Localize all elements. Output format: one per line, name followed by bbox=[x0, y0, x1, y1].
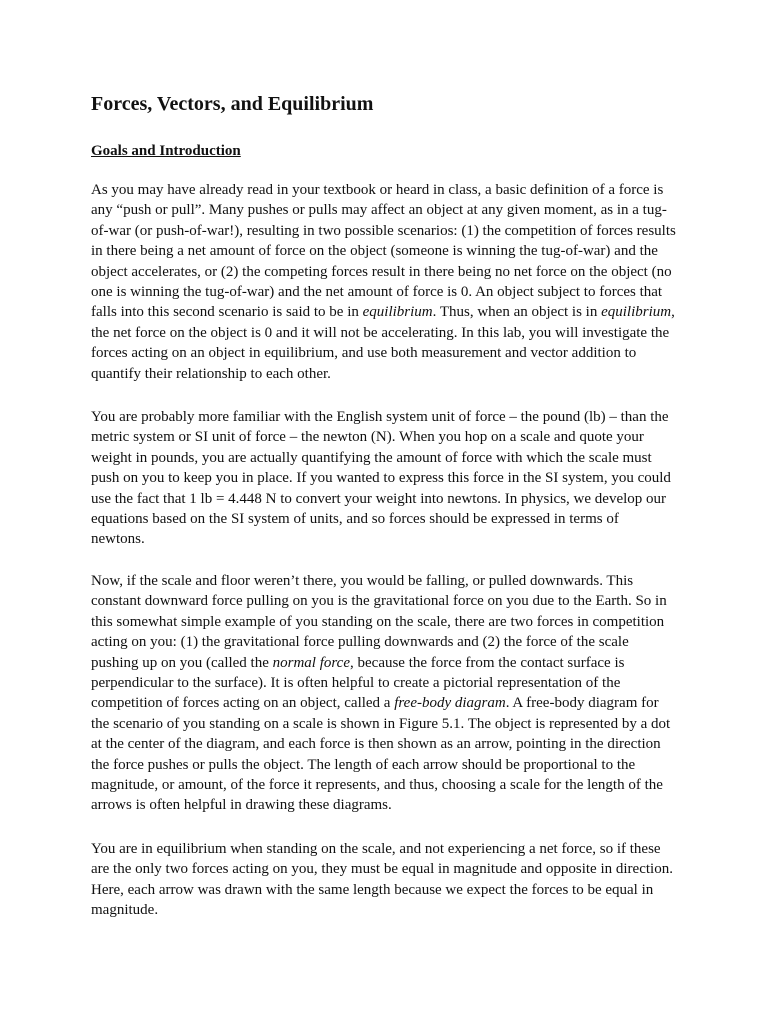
text-run: metric system or SI unit of force – the newton (N). When you hop on a scale and quote your bbox=[91, 429, 644, 446]
paragraph-line bbox=[91, 241, 681, 261]
paragraph-line bbox=[91, 262, 681, 282]
paragraph-line bbox=[91, 673, 681, 693]
paragraph-line bbox=[91, 859, 681, 879]
italic-term: normal force bbox=[272, 654, 350, 671]
paragraph-line bbox=[91, 180, 681, 200]
text-run: any “push or pull”. Many pushes or pulls may affect an object at any given moment, as in a tug- bbox=[91, 202, 667, 219]
paragraph-line bbox=[91, 795, 681, 815]
section-heading: Goals and Introduction bbox=[91, 143, 241, 159]
paragraph-line bbox=[91, 693, 681, 713]
paragraph-line bbox=[91, 734, 681, 754]
paragraph-4 bbox=[91, 839, 681, 921]
text-run: arrows is often helpful in drawing these diagrams. bbox=[91, 797, 392, 814]
text-run: push on you to keep you in place. If you wanted to express this force in the SI system, you could bbox=[91, 470, 671, 487]
paragraph-line bbox=[91, 591, 681, 611]
italic-term: equilibrium bbox=[362, 304, 433, 321]
paragraph-2 bbox=[91, 407, 681, 550]
text-run: are the only two forces acting on you, they must be equal in magnitude and opposite in direction. bbox=[91, 861, 673, 878]
text-run: pushing up on you (called the bbox=[91, 654, 273, 671]
paragraph-line bbox=[91, 282, 681, 302]
text-run: . Thus, when an object is in bbox=[432, 304, 602, 321]
text-run: the force pushes or pulls the object. The length of each arrow should be proportional to the bbox=[91, 756, 636, 773]
italic-term: equilibrium bbox=[601, 304, 672, 321]
paragraph-line bbox=[91, 880, 681, 900]
paragraph-line bbox=[91, 364, 681, 384]
text-run: use the fact that 1 lb = 4.448 N to convert your weight into newtons. In physics, we develop our bbox=[91, 490, 667, 507]
text-run: magnitude. bbox=[91, 902, 159, 919]
paragraph-line bbox=[91, 755, 681, 775]
paragraph-line bbox=[91, 489, 681, 509]
text-run: the net force on the object is 0 and it will not be accelerating. In this lab, you will investigate the bbox=[91, 324, 670, 341]
paragraph-line bbox=[91, 323, 681, 343]
page-title: Forces, Vectors, and Equilibrium bbox=[91, 93, 374, 115]
paragraph-line bbox=[91, 427, 681, 447]
text-run: this somewhat simple example of you standing on the scale, there are two forces in competition bbox=[91, 613, 665, 630]
paragraph-line bbox=[91, 529, 681, 549]
paragraph-line bbox=[91, 632, 681, 652]
text-run: , bbox=[671, 304, 675, 321]
paragraph-line bbox=[91, 343, 681, 363]
text-run: forces acting on an object in equilibrium, and use both measurement and vector addition to bbox=[91, 345, 637, 362]
paragraph-line bbox=[91, 839, 681, 859]
text-run: As you may have already read in your textbook or heard in class, a basic definition of a force is bbox=[91, 182, 664, 198]
paragraph-line bbox=[91, 653, 681, 673]
paragraph-line bbox=[91, 714, 681, 734]
paragraph-line bbox=[91, 900, 681, 920]
text-run: quantify their relationship to each other. bbox=[91, 365, 331, 382]
text-run: constant downward force pulling on you is the gravitational force on you due to the Earth. So in bbox=[91, 593, 667, 610]
paragraph-line bbox=[91, 612, 681, 632]
paragraph-line bbox=[91, 468, 681, 488]
text-run: of-war (or push-of-war!), resulting in two possible scenarios: (1) the competition of forces results bbox=[91, 222, 676, 239]
text-run: , because the force from the contact surface is bbox=[350, 654, 625, 671]
text-run: . A free-body diagram for bbox=[505, 695, 659, 712]
text-run: equations based on the SI system of units, and so forces should be expressed in terms of bbox=[91, 511, 619, 528]
paragraph-1 bbox=[91, 180, 681, 384]
text-run: Now, if the scale and floor weren’t there, you would be falling, or pulled downwards. This bbox=[91, 573, 634, 589]
paragraph-line bbox=[91, 302, 681, 322]
paragraph-line bbox=[91, 221, 681, 241]
text-run: object accelerates, or (2) the competing forces result in there being no net force on the object (no bbox=[91, 263, 672, 280]
text-run: You are in equilibrium when standing on the scale, and not experiencing a net force, so if these bbox=[91, 841, 661, 857]
text-run: magnitude, or amount, of the force it represents, and thus, choosing a scale for the length of the bbox=[91, 777, 663, 794]
text-run: weight in pounds, you are actually quantifying the amount of force with which the scale must bbox=[91, 449, 652, 466]
text-run: falls into this second scenario is said to be in bbox=[91, 304, 363, 321]
text-run: in there being a net amount of force on the object (someone is winning the tug-of-war) and the bbox=[91, 243, 658, 260]
paragraph-3 bbox=[91, 571, 681, 816]
text-run: Here, each arrow was drawn with the same length because we expect the forces to be equal in bbox=[91, 881, 654, 898]
text-run: acting on you: (1) the gravitational force pulling downwards and (2) the force of the scale bbox=[91, 634, 629, 651]
italic-term: free-body diagram bbox=[394, 695, 506, 712]
text-run: You are probably more familiar with the English system unit of force – the pound (lb) – than the bbox=[91, 409, 669, 425]
paragraph-line bbox=[91, 509, 681, 529]
text-run: competition of forces acting on an object, called a bbox=[91, 695, 395, 712]
paragraph-line bbox=[91, 775, 681, 795]
text-run: at the center of the diagram, and each force is then shown as an arrow, pointing in the direction bbox=[91, 736, 661, 753]
paragraph-line bbox=[91, 571, 681, 591]
paragraph-line bbox=[91, 200, 681, 220]
text-run: the scenario of you standing on a scale is shown in Figure 5.1. The object is represented by a dot bbox=[91, 715, 671, 732]
paragraph-line bbox=[91, 407, 681, 427]
text-run: one is winning the tug-of-war) and the net amount of force is 0. An object subject to forces that bbox=[91, 284, 663, 301]
text-run: newtons. bbox=[91, 531, 145, 548]
text-run: perpendicular to the surface). It is often helpful to create a pictorial representation of the bbox=[91, 675, 621, 692]
paragraph-line bbox=[91, 448, 681, 468]
